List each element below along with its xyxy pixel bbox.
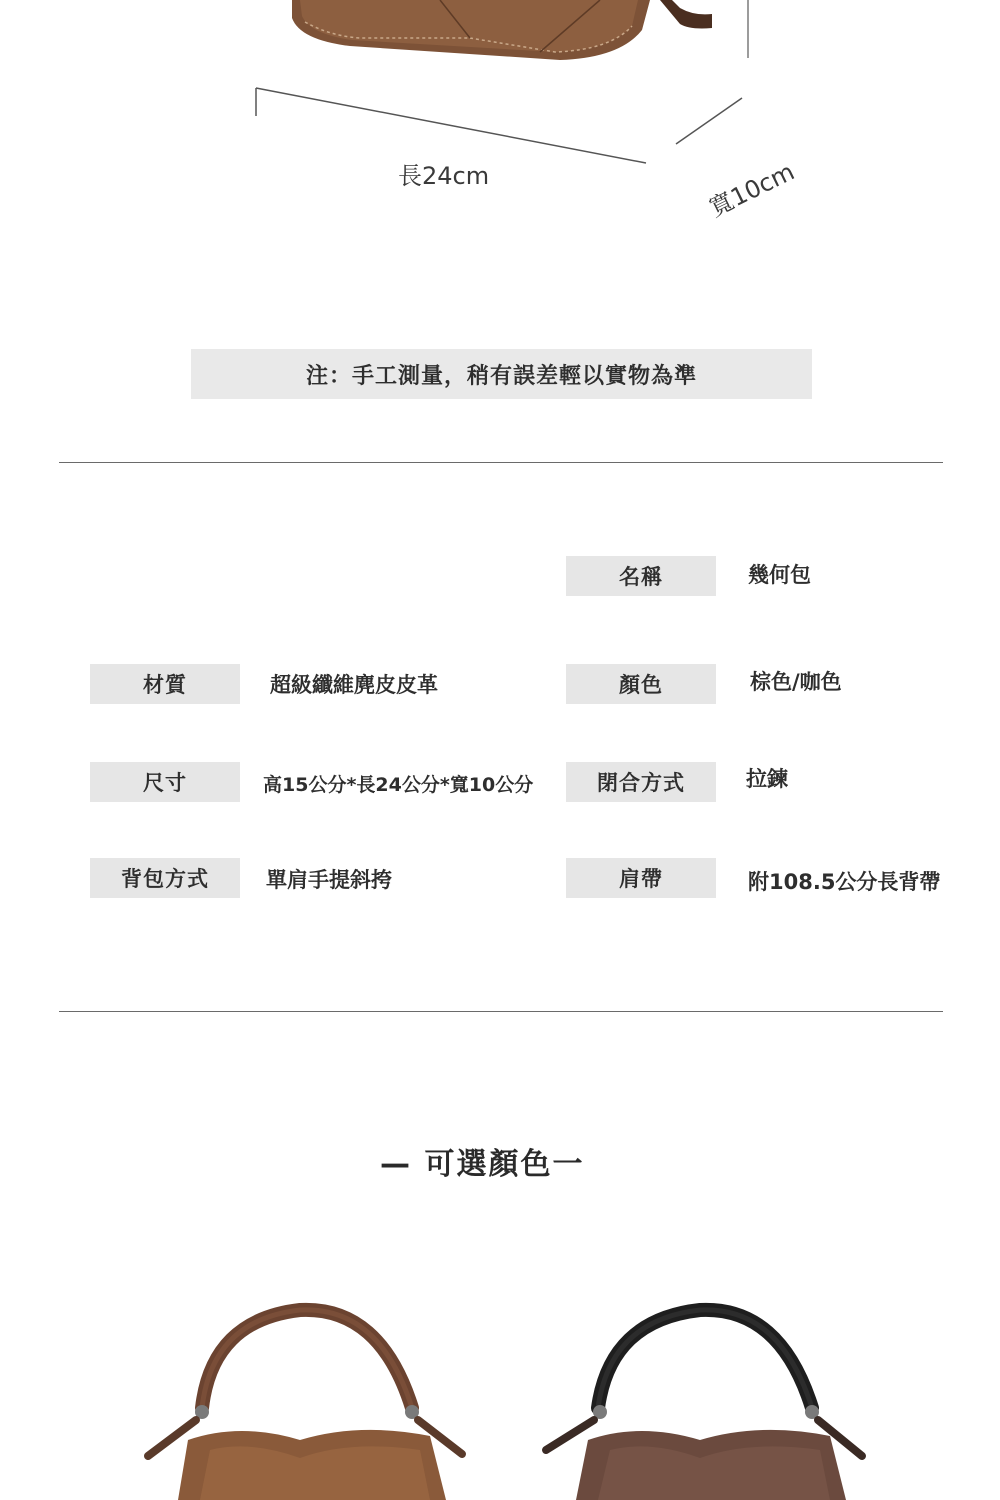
spec-value-color: 棕色/咖色 bbox=[750, 670, 842, 694]
spec-label-name: 名稱 bbox=[566, 556, 716, 596]
bag-bottom-image bbox=[0, 0, 1000, 260]
width-label: 寬10cm bbox=[704, 157, 799, 223]
spec-label-carry: 背包方式 bbox=[90, 858, 240, 898]
spec-value-strap: 附108.5公分長背帶 bbox=[748, 870, 941, 894]
spec-value-material: 超級纖維麂皮皮革 bbox=[270, 673, 438, 697]
spec-label-closure: 閉合方式 bbox=[566, 762, 716, 802]
section-divider-top bbox=[59, 462, 943, 463]
spec-label-material: 材質 bbox=[90, 664, 240, 704]
length-label: 長24cm bbox=[398, 162, 490, 190]
spec-value-size: 高15公分*長24公分*寬10公分 bbox=[263, 773, 534, 796]
colour-options-image bbox=[0, 1290, 1000, 1500]
section-divider-bottom bbox=[59, 1011, 943, 1012]
spec-value-name: 幾何包 bbox=[748, 563, 811, 587]
spec-label-color: 顏色 bbox=[566, 664, 716, 704]
spec-label-strap: 肩帶 bbox=[566, 858, 716, 898]
spec-label-size: 尺寸 bbox=[90, 762, 240, 802]
dimension-diagram bbox=[0, 0, 1000, 260]
coffee-bag-image bbox=[546, 1310, 862, 1500]
brown-bag-image bbox=[148, 1310, 462, 1500]
available-colours-title: — 可選顏色一 bbox=[380, 1147, 585, 1182]
spec-value-closure: 拉鍊 bbox=[746, 767, 788, 791]
measurement-note: 注：手工測量，稍有誤差輕以實物為準 bbox=[191, 349, 812, 399]
spec-value-carry: 單肩手提斜挎 bbox=[266, 868, 392, 892]
